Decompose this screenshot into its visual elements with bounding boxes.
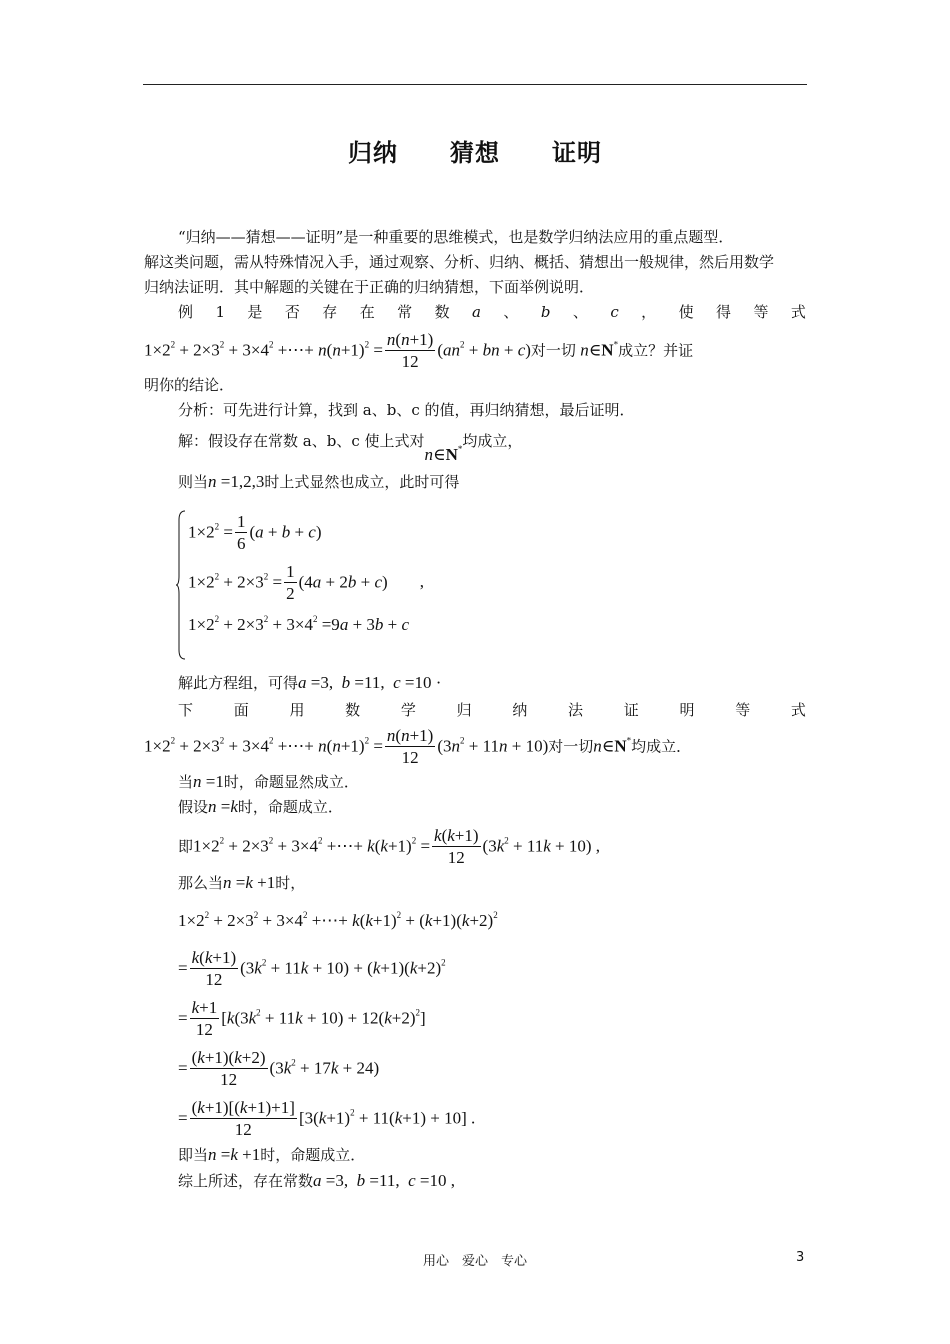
example-heading-char: 1 [215, 303, 225, 321]
example-heading-char: 、 [572, 303, 588, 321]
then-suffix: 时上式显然也成立，此时可得 [264, 473, 460, 491]
page-number: 3 [796, 1250, 805, 1265]
then-k-line: 那么当n =k +1时， [178, 873, 306, 892]
page-title [0, 133, 950, 168]
prove-heading-char: 下 [178, 701, 194, 719]
case1-suffix: 时，命题显然成立． [223, 773, 359, 791]
assume-suffix: 时，命题成立． [237, 798, 343, 816]
title-word: 证明 [552, 139, 602, 167]
example-heading-char: 是 [247, 303, 263, 321]
case1-line: 当n =1时，命题显然成立． [178, 772, 359, 791]
example-end: 明你的结论． [144, 376, 235, 394]
solve-line: 解此方程组，可得a =3, b =11, c =10 · [178, 673, 442, 692]
prove-heading [178, 700, 806, 720]
prove-tail: 对一切 [548, 737, 594, 756]
title-word: 归纳 [348, 139, 398, 167]
example-heading-char: 存 [322, 303, 338, 321]
intro-line: 归纳法证明．其中解题的关键在于正确的归纳猜想，下面举例说明． [144, 278, 595, 296]
step-eq-2: = $\frac{k+1}{12}$ $[k(3k^2 + 11k + 10) + 12(k+2)^2]$ [178, 998, 426, 1039]
example-heading-char: 数 [434, 303, 450, 321]
then-prefix: 那么当 [178, 874, 224, 892]
prove-heading-char: 纳 [512, 701, 528, 719]
prove-equation: $1\times 2^2 + 2\times 3^2 + 3\times 4^2$ +⋯+ $n(n+1)^2$ = $\frac{n(n+1)}{12}$ $(3n^2 + 11n + 10)$对一切n∈N*均成立． [144, 726, 692, 767]
then-k-suffix: 时， [275, 874, 306, 892]
example-heading-char: 例 [178, 303, 194, 321]
prove-heading-char: 法 [568, 701, 584, 719]
example-heading-char: 在 [359, 303, 375, 321]
step-eq-3: = $\frac{(k+1)(k+2)}{12}$ $(3k^2 + 17k + 24)$ [178, 1048, 380, 1089]
solution-suffix: 均成立， [462, 432, 523, 450]
system-eq-1: $1\times 2^2$ = $\frac{1}{6}$ (a + b + c) [188, 512, 322, 553]
example-heading-char: 等 [753, 303, 769, 321]
prove-heading-char: 学 [400, 701, 416, 719]
header-rule [143, 84, 807, 85]
system-eq-2: $1\times 2^2 + 2\times 3^2$ = $\frac{1}{2}$ (4a + 2b + c) , [188, 562, 424, 603]
prove-heading-char: 式 [790, 701, 806, 719]
title-word: 猜想 [450, 139, 500, 167]
example-tail: 对一切 [530, 341, 576, 360]
example-equation: $1\times 2^2 + 2\times 3^2 + 3\times 4^2$ +⋯+ $n(n+1)^2$ = $\frac{n(n+1)}{12}$ ($an^2$ + bn + c)对一切 n∈N*成立？并证 [144, 330, 694, 371]
solution-prefix: 解：假设存在常数 a、b、c 使上式对 [178, 432, 425, 450]
example-heading-char: 得 [716, 303, 732, 321]
system-brace [176, 510, 186, 660]
system-eq-3: $1\times 2^2 + 2\times 3^2 + 3\times 4^2 =9a + 3b + c$ [188, 614, 410, 634]
prove-heading-char: 明 [679, 701, 695, 719]
prove-heading-char: 面 [233, 701, 249, 719]
prove-heading-char: 等 [735, 701, 751, 719]
step-eq-4: = $\frac{(k+1)[(k+1)+1]}{12}$ $[3(k+1)^2 + 11(k+1) + 10]$ . [178, 1098, 476, 1139]
assume-line: 假设n =k时，命题成立． [178, 797, 343, 816]
footer-text: 用心 爱心 专心 [422, 1254, 527, 1269]
intro-line: “归纳——猜想——证明”是一种重要的思维模式，也是数学归纳法应用的重点题型． [178, 228, 734, 246]
example-heading-char: 使 [678, 303, 694, 321]
then-when: 则当 [178, 473, 209, 491]
assume-prefix: 假设 [178, 798, 209, 816]
step-eq-1: = $\frac{k(k+1)}{12}$ $(3k^2 + 11k + 10) + (k+1)(k+2)^2$ [178, 948, 446, 989]
ie-prefix: 即 [178, 837, 194, 856]
analysis-text: 分析：可先进行计算，找到 a、b、c 的值，再归纳猜想，最后证明． [178, 401, 635, 419]
example-heading-char: a [472, 303, 481, 321]
prove-heading-char: 归 [456, 701, 472, 719]
prove-heading-char: 用 [289, 701, 305, 719]
intro-line: 解这类问题，需从特殊情况入手，通过观察、分析、归纳、概括、猜想出一般规律，然后用数学 [144, 253, 775, 271]
example-heading-char: 常 [397, 303, 413, 321]
solve-prefix: 解此方程组，可得 [178, 674, 299, 692]
example-heading-char: ， [641, 303, 657, 321]
prove-heading-char: 证 [623, 701, 639, 719]
prove-heading-char: 数 [345, 701, 361, 719]
example-heading-char: c [610, 303, 619, 321]
step-eq-0: $1\times 2^2 + 2\times 3^2 + 3\times 4^2$ +⋯+ $k(k+1)^2 + (k+1)(k+2)^2$ [178, 910, 498, 930]
example-heading-char: 否 [284, 303, 300, 321]
prove-tail2: 均成立． [631, 737, 692, 756]
conclusion-prefix: 综上所述，存在常数 [178, 1172, 314, 1190]
example-heading-char: 式 [790, 303, 806, 321]
ie2-line: 即当n =k +1时，命题成立． [178, 1145, 366, 1164]
ie2-prefix: 即当 [178, 1146, 209, 1164]
conclusion-line: 综上所述，存在常数a =3, b =11, c =10 , [178, 1171, 455, 1190]
example-heading-char: b [540, 303, 551, 321]
example-heading [178, 302, 806, 322]
ie2-suffix: 时，命题成立． [260, 1146, 366, 1164]
case1-prefix: 当 [178, 773, 194, 791]
example-tail2: 成立？并证 [618, 341, 694, 360]
solution-line: 解：假设存在常数 a、b、c 使上式对n∈N*均成立， [178, 432, 523, 464]
example-heading-char: 、 [503, 303, 519, 321]
then-line: 则当n =1,2,3时上式显然也成立，此时可得 [178, 472, 460, 491]
assume-equation: 即$1\times 2^2 + 2\times 3^2 + 3\times 4^2$ +⋯+ $k(k+1)^2$ = $\frac{k(k+1)}{12}$ $(3k^2 + 11k + 10)$ , [178, 826, 601, 867]
